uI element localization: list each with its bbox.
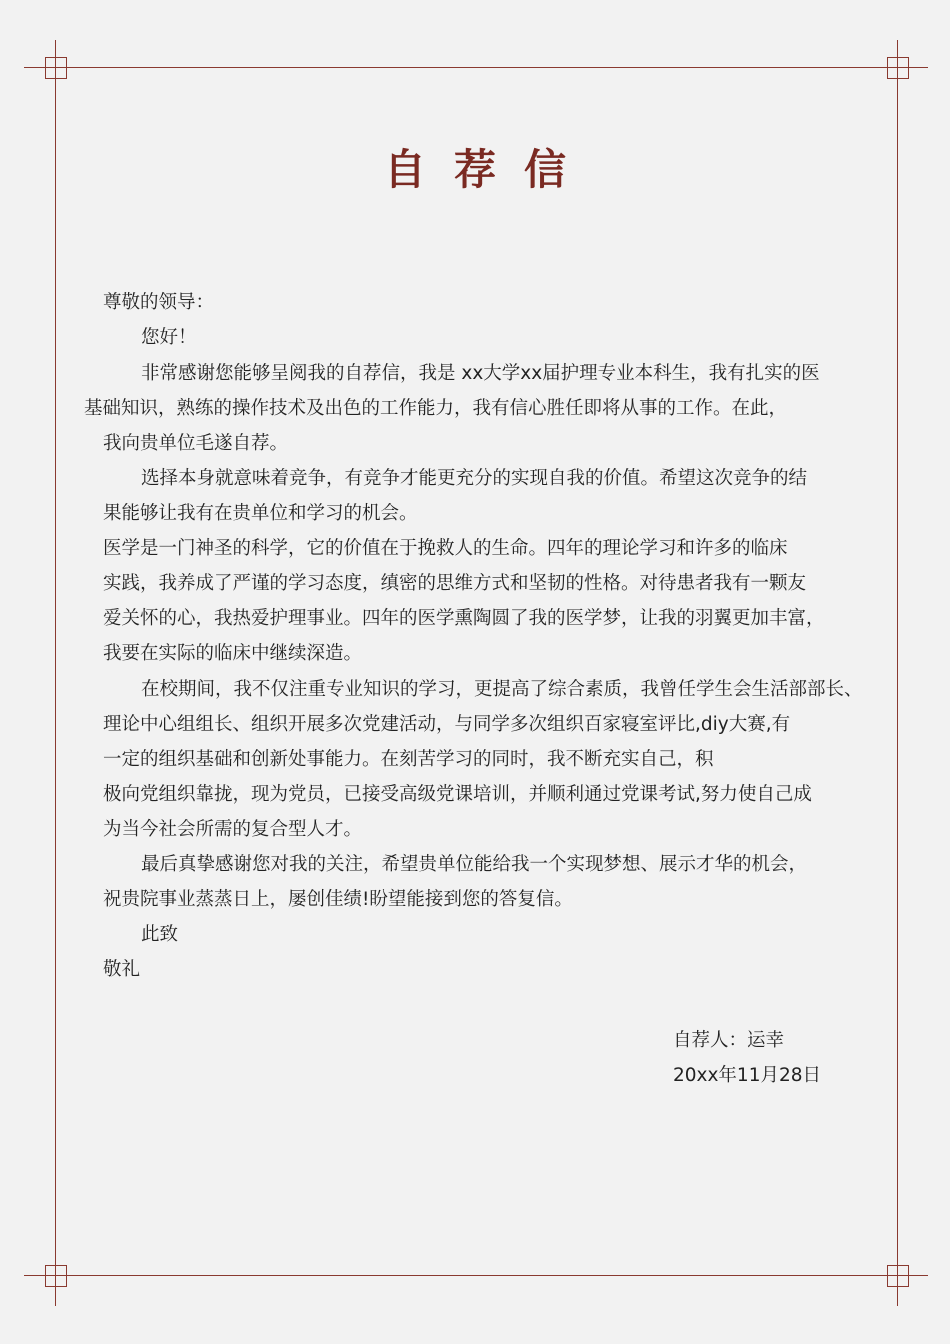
frame-bottom-line bbox=[24, 1275, 928, 1276]
date: 20xx年11月28日 bbox=[673, 1065, 822, 1086]
frame-right-line bbox=[897, 40, 898, 1306]
para4-line4: 极向党组织靠拢，现为党员，已接受高级党课培训，并顺利通过党课考试,努力使自己成 bbox=[103, 784, 812, 805]
frame-corner-top-right bbox=[887, 57, 909, 79]
closing-cizhi: 此致 bbox=[141, 924, 179, 945]
para5-line2: 祝贵院事业蒸蒸日上，屡创佳绩!盼望能接到您的答复信。 bbox=[103, 889, 573, 910]
frame-corner-top-left bbox=[45, 57, 67, 79]
para2-line2: 果能够让我有在贵单位和学习的机会。 bbox=[103, 503, 418, 524]
para3-line1: 医学是一门神圣的科学，它的价值在于挽救人的生命。四年的理论学习和许多的临床 bbox=[103, 538, 788, 559]
para5-line1: 最后真挚感谢您对我的关注，希望贵单位能给我一个实现梦想、展示才华的机会， bbox=[141, 854, 808, 875]
frame-corner-bottom-right bbox=[887, 1265, 909, 1287]
frame-top-line bbox=[24, 67, 928, 68]
para3-line3: 爱关怀的心，我热爱护理事业。四年的医学熏陶圆了我的医学梦，让我的羽翼更加丰富， bbox=[103, 608, 825, 629]
greeting: 您好！ bbox=[141, 327, 197, 348]
page-title: 自荐信 bbox=[383, 145, 594, 194]
para1-line3: 我向贵单位毛遂自荐。 bbox=[103, 433, 289, 454]
para1-line1: 非常感谢您能够呈阅我的自荐信，我是 xx大学xx届护理专业本科生，我有扎实的医 bbox=[141, 363, 820, 384]
para1-line2: 基础知识，熟练的操作技术及出色的工作能力，我有信心胜任即将从事的工作。在此， bbox=[84, 398, 788, 419]
frame-corner-bottom-left bbox=[45, 1265, 67, 1287]
para4-line3: 一定的组织基础和创新处事能力。在刻苦学习的同时，我不断充实自己，积 bbox=[103, 749, 714, 770]
salutation: 尊敬的领导： bbox=[103, 292, 215, 313]
para4-line5: 为当今社会所需的复合型人才。 bbox=[103, 819, 363, 840]
closing-jingli: 敬礼 bbox=[103, 959, 141, 980]
para2-line1: 选择本身就意味着竞争，有竞争才能更充分的实现自我的价值。希望这次竞争的结 bbox=[141, 468, 808, 489]
frame-left-line bbox=[55, 40, 56, 1306]
para3-line2: 实践，我养成了严谨的学习态度，缜密的思维方式和坚韧的性格。对待患者我有一颗友 bbox=[103, 573, 807, 594]
para3-line4: 我要在实际的临床中继续深造。 bbox=[103, 643, 363, 664]
para4-line1: 在校期间，我不仅注重专业知识的学习，更提高了综合素质，我曾任学生会生活部部长、 bbox=[141, 679, 863, 700]
para4-line2: 理论中心组组长、组织开展多次党建活动，与同学多次组织百家寝室评比,diy大赛,有 bbox=[103, 714, 791, 735]
signature: 自荐人：运幸 bbox=[673, 1030, 785, 1051]
